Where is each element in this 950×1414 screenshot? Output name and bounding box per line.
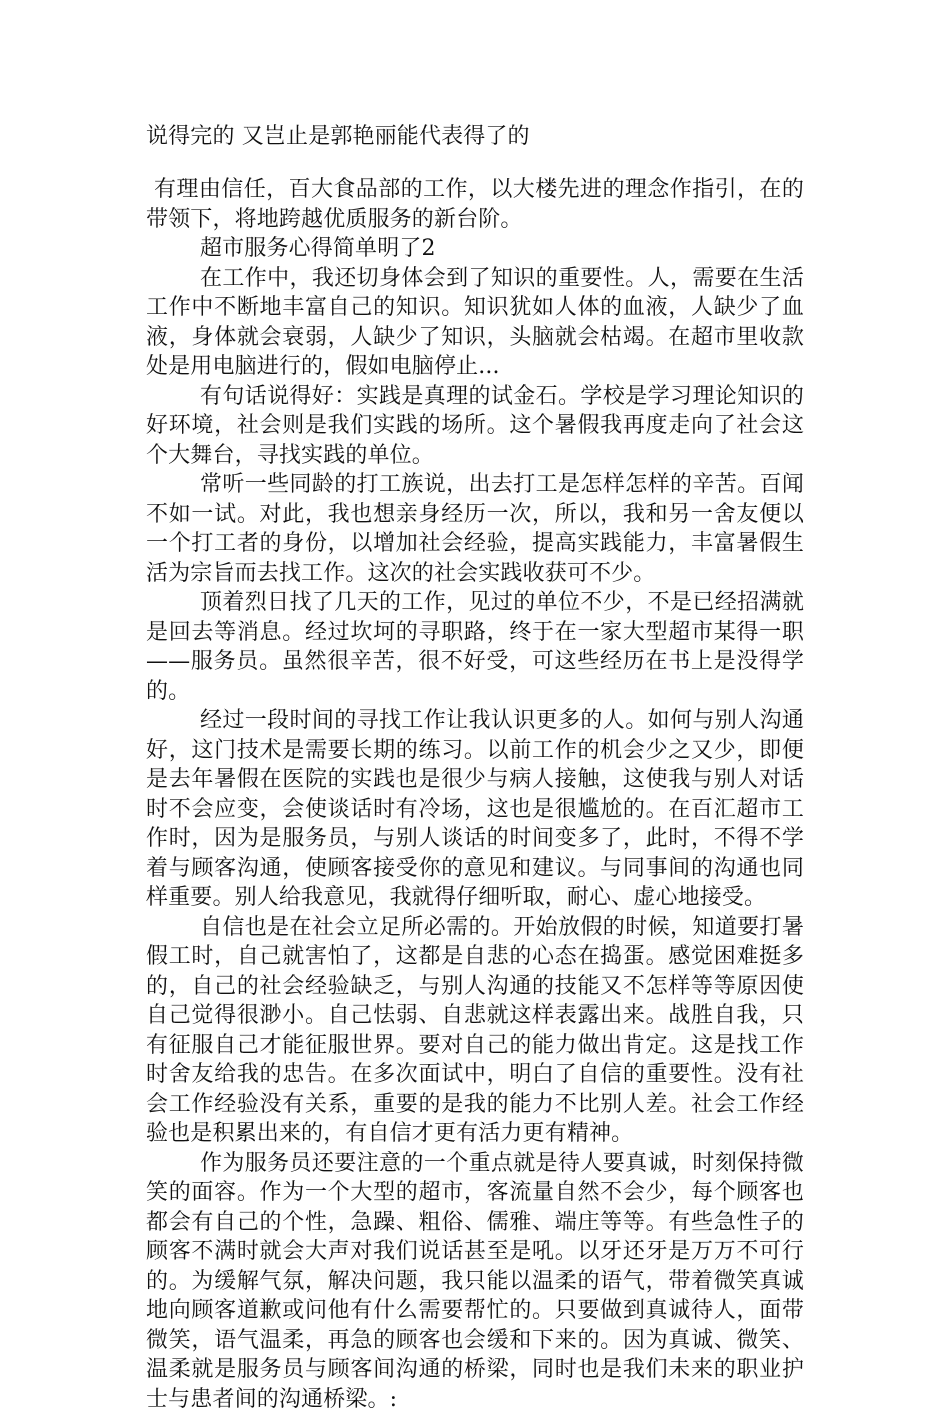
paragraph-communication: 经过一段时间的寻找工作让我认识更多的人。如何与别人沟通好，这门技术是需要长期的练习。以前工作的机会少之又少，即便是去年暑假在医院的实践也是很少与病人接触，这使我与别人对话时不会应变，会使谈话时有冷场，这也是很尴尬的。在百汇超市工作时，因为是服务员，与别人谈话的时间变多了，此时，不得不学着与顾客沟通，使顾客接受你的意见和建议。与同事间的沟通也同样重要。别人给我意见，我就得仔细听取，耐心、虚心地接受。: [146, 706, 804, 913]
paragraph-knowledge: 在工作中，我还切身体会到了知识的重要性。人，需要在生活工作中不断地丰富自己的知识。知识犹如人体的血液，人缺少了血液，身体就会衰弱，人缺少了知识，头脑就会枯竭。在超市里收款处是用电脑进行的，假如电脑停止...: [146, 264, 804, 382]
paragraph-finding-job: 顶着烈日找了几天的工作，见过的单位不少，不是已经招满就是回去等消息。经过坎坷的寻职路，终于在一家大型超市某得一职——服务员。虽然很辛苦，很不好受，可这些经历在书上是没得学的。: [146, 588, 804, 706]
section-heading: 超市服务心得简单明了2: [146, 234, 804, 264]
document-body: [146, 175, 804, 1414]
paragraph-confidence: 自信也是在社会立足所必需的。开始放假的时候，知道要打暑假工时，自己就害怕了，这都是自悲的心态在捣蛋。感觉困难挺多的，自己的社会经验缺乏，与别人沟通的技能又不怎样等等原因使自己觉得很渺小。自己怯弱、自悲就这样表露出来。战胜自我，只有征服自己才能征服世界。要对自己的能力做出肯定。这是找工作时舍友给我的忠告。在多次面试中，明白了自信的重要性。没有社会工作经验没有关系，重要的是我的能力不比别人差。社会工作经验也是积累出来的，有自信才更有活力更有精神。: [146, 913, 804, 1149]
paragraph-intro: 有理由信任，百大食品部的工作，以大楼先进的理念作指引，在的带领下，将地跨越优质服务的新台阶。: [146, 175, 804, 234]
paragraph-sincerity: 作为服务员还要注意的一个重点就是待人要真诚，时刻保持微笑的面容。作为一个大型的超市，客流量自然不会少，每个顾客也都会有自己的个性，急躁、粗俗、儒雅、端庄等等。有些急性子的顾客不满时就会大声对我们说话甚至是吼。以牙还牙是万万不可行的。为缓解气氛，解决问题，我只能以温柔的语气，带着微笑真诚地向顾客道歉或问他有什么需要帮忙的。只要做到真诚待人，面带微笑，语气温柔，再急的顾客也会缓和下来的。因为真诚、微笑、温柔就是服务员与顾客间沟通的桥梁，同时也是我们未来的职业护士与患者间的沟通桥梁。:: [146, 1149, 804, 1414]
paragraph-practice: 有句话说得好：实践是真理的试金石。学校是学习理论知识的好环境，社会则是我们实践的场所。这个暑假我再度走向了社会这个大舞台，寻找实践的单位。: [146, 382, 804, 471]
top-line: 说得完的 又岂止是郭艳丽能代表得了的: [146, 122, 804, 152]
paragraph-job-hunting: 常听一些同龄的打工族说，出去打工是怎样怎样的辛苦。百闻不如一试。对此，我也想亲身经历一次，所以，我和另一舍友便以一个打工者的身份，以增加社会经验，提高实践能力，丰富暑假生活为宗旨而去找工作。这次的社会实践收获可不少。: [146, 470, 804, 588]
